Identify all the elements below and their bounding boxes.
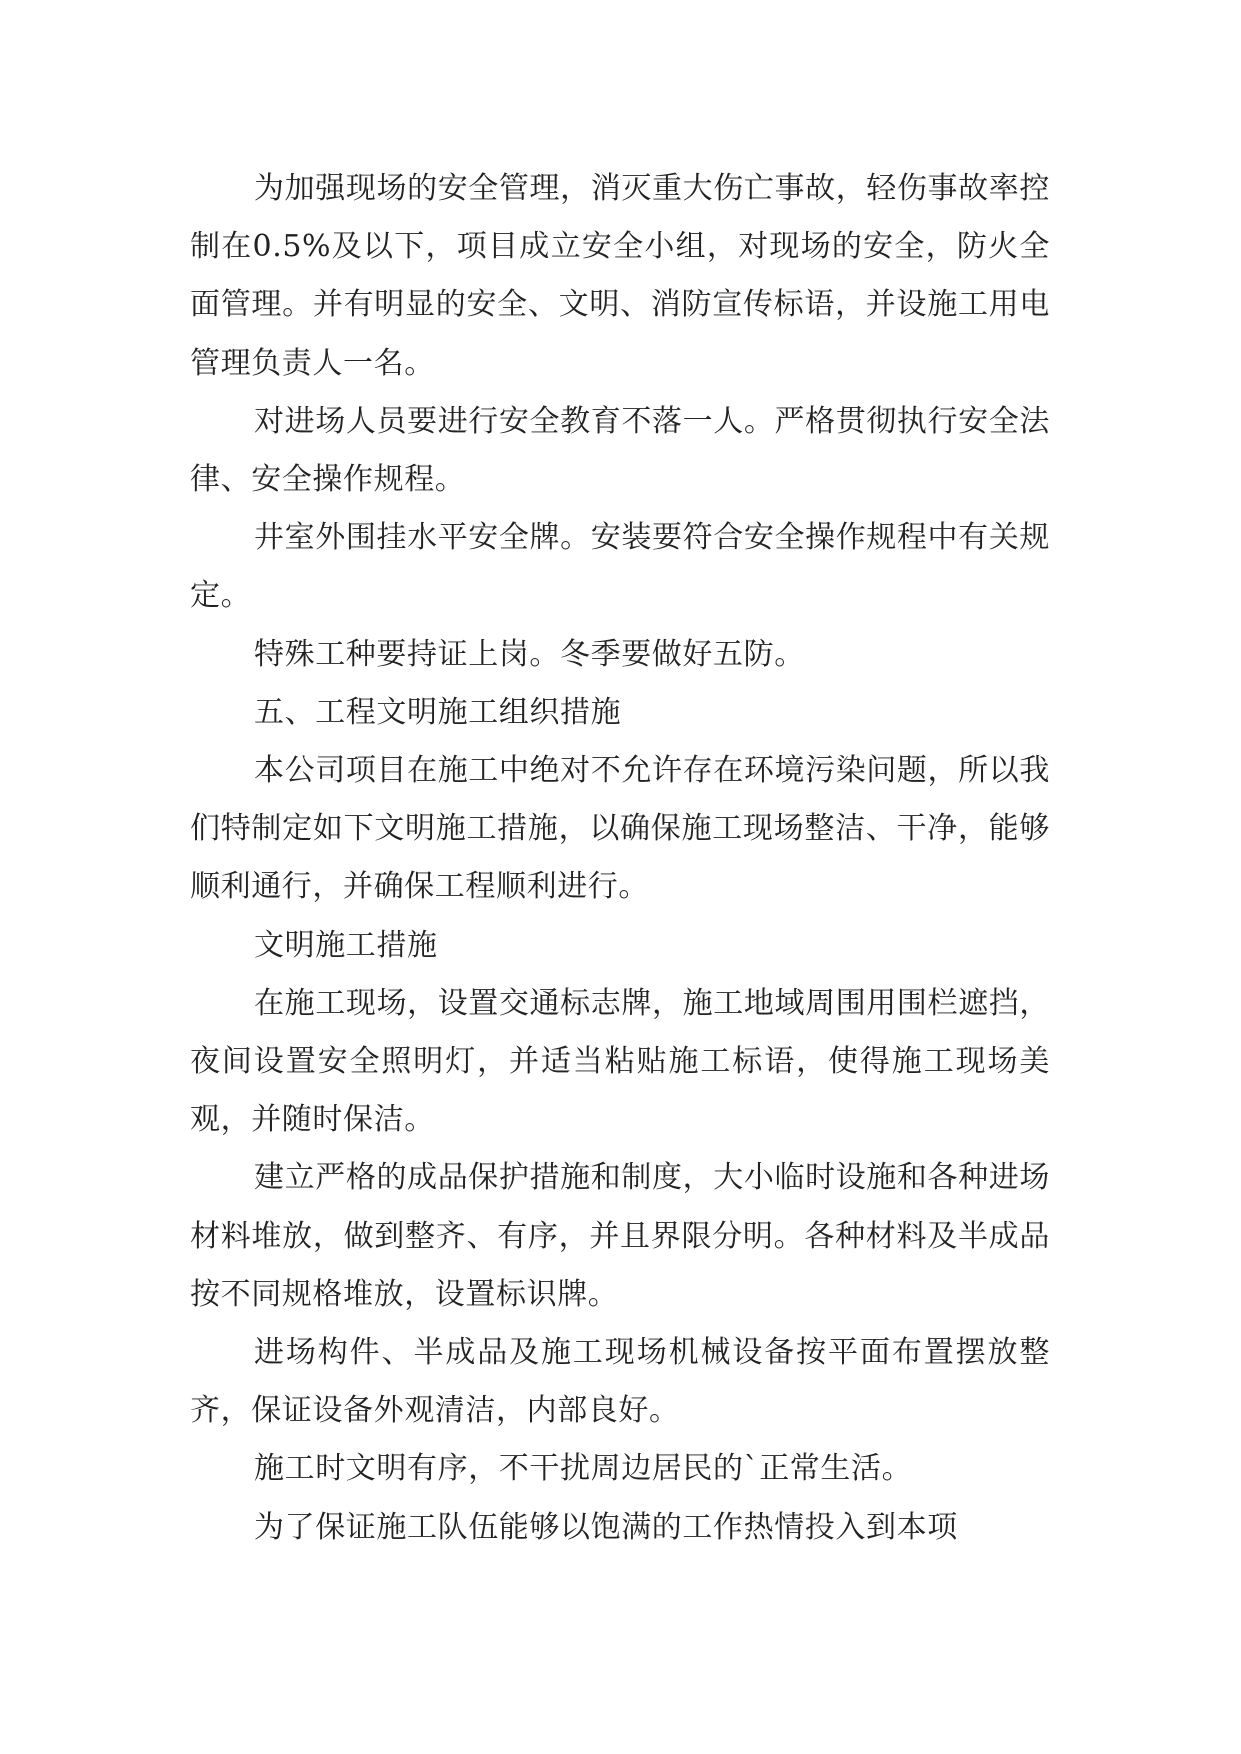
section-heading-civilized-construction: 五、工程文明施工组织措施 bbox=[254, 694, 622, 730]
paragraph-traffic-signs: 在施工现场，设置交通标志牌，施工地域周围用围栏遮挡，夜间设置安全照明灯，并适当粘贴施工标语，使得施工现场美观，并随时保洁。 bbox=[190, 985, 1050, 1138]
paragraph-work-enthusiasm: 为了保证施工队伍能够以饱满的工作热情投入到本项 bbox=[254, 1509, 958, 1545]
paragraph-safety-management: 为加强现场的安全管理，消灭重大伤亡事故，轻伤事故率控制在0.5%及以下，项目成立安全小组，对现场的安全，防火全面管理。并有明显的安全、文明、消防宣传标语，并设施工用电管理负责人一名。 bbox=[190, 171, 1050, 381]
paragraph-residents: 施工时文明有序，不干扰周边居民的`正常生活。 bbox=[254, 1451, 913, 1487]
paragraph-pollution-policy: 本公司项目在施工中绝对不允许存在环境污染问题，所以我们特制定如下文明施工措施，以确保施工现场整洁、干净，能够顺利通行，并确保工程顺利进行。 bbox=[190, 753, 1050, 905]
paragraph-special-workers: 特殊工种要持证上岗。冬季要做好五防。 bbox=[254, 636, 805, 672]
paragraph-product-protection: 建立严格的成品保护措施和制度，大小临时设施和各种进场材料堆放，做到整齐、有序，并且界限分明。各种材料及半成品按不同规格堆放，设置标识牌。 bbox=[190, 1160, 1050, 1312]
paragraph-equipment-placement: 进场构件、半成品及施工现场机械设备按平面布置摆放整齐，保证设备外观清洁，内部良好。 bbox=[190, 1335, 1050, 1429]
paragraph-safety-signs: 井室外围挂水平安全牌。安装要符合安全操作规程中有关规定。 bbox=[190, 520, 1050, 614]
document-body bbox=[190, 160, 1050, 1557]
paragraph-safety-education: 对进场人员要进行安全教育不落一人。严格贯彻执行安全法律、安全操作规程。 bbox=[190, 403, 1050, 498]
subheading-civilized-measures: 文明施工措施 bbox=[254, 927, 438, 963]
